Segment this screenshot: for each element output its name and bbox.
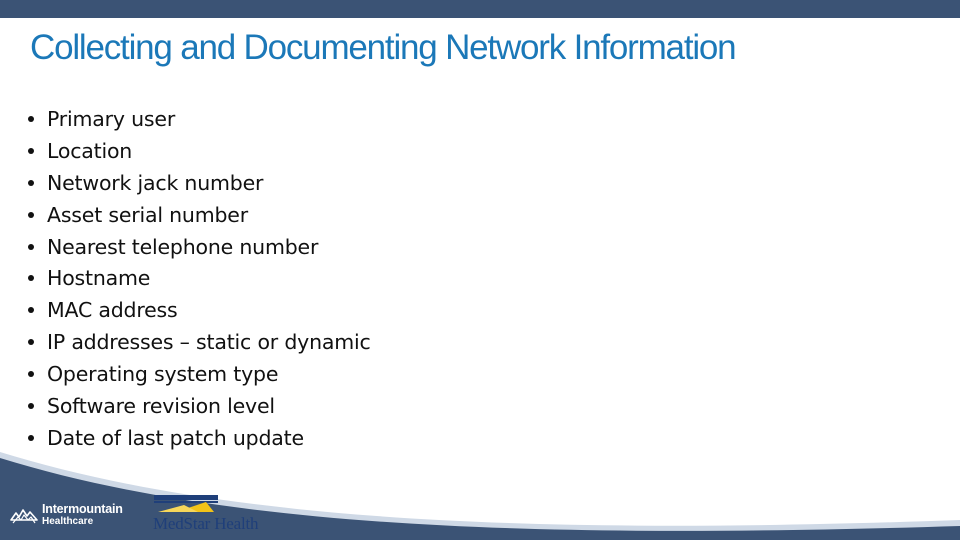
bullet-icon: [28, 180, 34, 186]
medstar-emblem-icon: [154, 495, 218, 513]
list-item: [28, 135, 371, 167]
bullet-icon: [28, 244, 34, 250]
list-item-text: MAC address: [47, 298, 178, 323]
bullet-icon: [28, 307, 34, 313]
list-item-text: Primary user: [47, 106, 176, 131]
list-item-text: Asset serial number: [47, 202, 248, 227]
list-item: [28, 294, 371, 326]
list-item-text: Date of last patch update: [47, 425, 304, 450]
list-item: [28, 390, 371, 422]
top-bar: [0, 0, 960, 18]
list-item-text: Operating system type: [47, 362, 279, 387]
list-item-text: Software revision level: [47, 393, 275, 418]
bullet-icon: [28, 275, 34, 281]
list-item: [28, 231, 371, 263]
bullet-icon: [28, 212, 34, 218]
intermountain-logo: [10, 503, 123, 527]
list-item-text: IP addresses – static or dynamic: [47, 330, 371, 355]
list-item-text: Nearest telephone number: [47, 234, 319, 259]
bullet-list: [28, 103, 371, 454]
list-item: [28, 326, 371, 358]
slide-title: Collecting and Documenting Network Information: [30, 28, 736, 67]
intermountain-logo-name: Intermountain: [42, 502, 123, 516]
list-item: [28, 167, 371, 199]
bullet-icon: [28, 339, 34, 345]
medstar-logo: [153, 495, 273, 537]
bullet-icon: [28, 371, 34, 377]
mountain-icon: [10, 504, 38, 526]
bullet-icon: [28, 148, 34, 154]
list-item-text: Network jack number: [47, 170, 264, 195]
bullet-icon: [28, 116, 34, 122]
list-item: [28, 103, 371, 135]
list-item-text: Location: [47, 138, 133, 163]
list-item: [28, 358, 371, 390]
list-item: [28, 262, 371, 294]
intermountain-logo-sub: Healthcare: [42, 515, 94, 527]
bullet-icon: [28, 403, 34, 409]
list-item-text: Hostname: [47, 266, 151, 291]
footer-wave: [0, 440, 960, 540]
medstar-logo-name: MedStar Health: [153, 514, 259, 533]
list-item: [28, 199, 371, 231]
